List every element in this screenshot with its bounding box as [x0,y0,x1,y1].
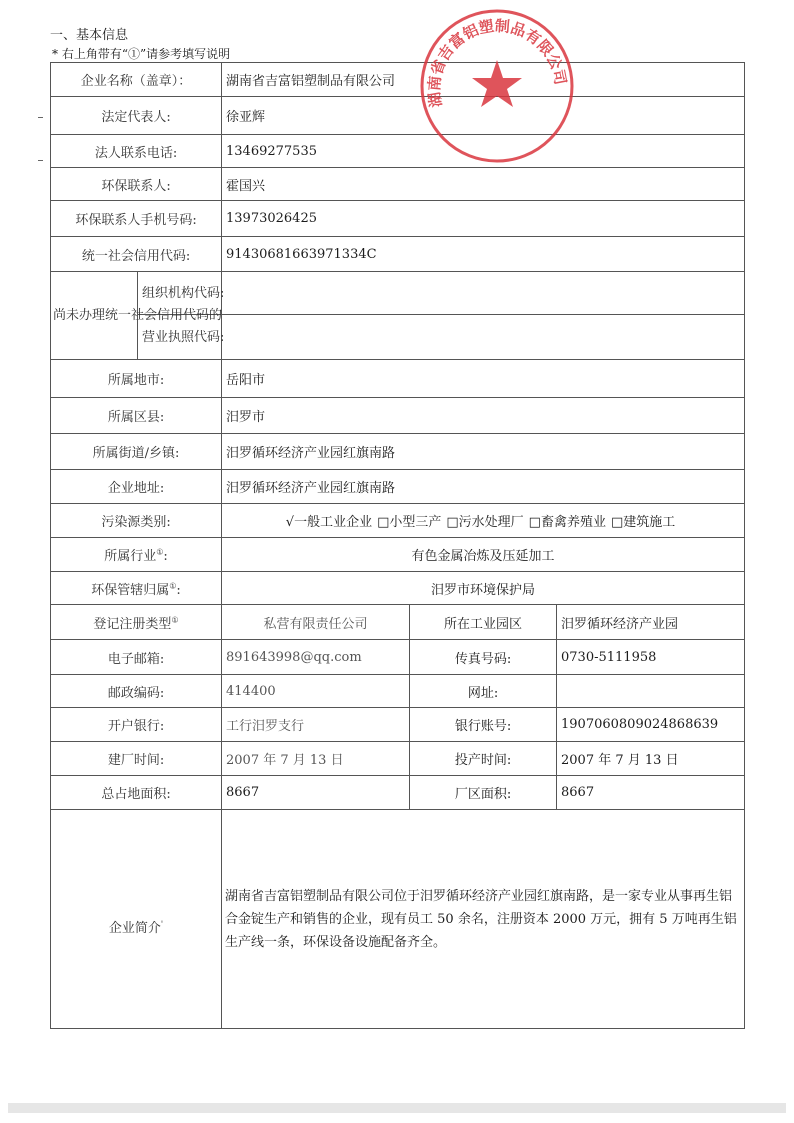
legal-rep-value[interactable]: 徐亚辉 [222,97,745,135]
env-contact-value[interactable]: 霍国兴 [222,168,745,201]
city-label: 所属地市: [51,360,222,398]
website-label: 网址: [410,675,557,708]
env-authority-label-cell: 环保管辖归属①: [51,572,222,605]
total-area-value[interactable]: 8667 [222,776,410,810]
row-bank [51,708,745,742]
build-time-value[interactable]: 2007 年 7 月 13 日 [222,742,410,776]
row-street [51,434,745,470]
reg-type-label: 登记注册类型 [93,616,172,632]
legal-phone-value[interactable]: 13469277535 [222,135,745,168]
row-area [51,776,745,810]
scan-footer-bar [8,1103,786,1113]
row-env-authority [51,572,745,605]
fax-label: 传真号码: [410,640,557,675]
address-label: 企业地址: [51,470,222,504]
footnote-mark: ① [171,615,179,625]
basic-info-form [50,62,745,1029]
industry-label: 所属行业 [104,549,157,564]
row-build-time [51,742,745,776]
row-district [51,398,745,434]
plant-area-label: 厂区面积: [410,776,557,810]
org-code-value[interactable] [222,272,745,315]
row-intro [51,810,745,1029]
row-env-contact [51,168,745,201]
pollution-option-construction[interactable]: □建筑施工 [610,515,676,530]
credit-code-label: 统一社会信用代码: [51,237,222,272]
row-env-mobile [51,201,745,237]
intro-value[interactable]: 湖南省吉富铝塑制品有限公司位于汨罗循环经济产业园红旗南路，是一家专业从事再生铝合金锭生产和销售的企业，现有员工 50 余名，注册资本 2000 万元，拥有 5 万吨再生铝生产线一条，环保设备设施配备齐全。 [222,810,745,1029]
env-mobile-label: 环保联系人手机号码: [51,201,222,237]
company-name-value[interactable]: 湖南省吉富铝塑制品有限公司 [222,63,745,97]
email-label: 电子邮箱: [51,640,222,675]
account-value[interactable]: 1907060809024868639 [557,708,745,742]
row-credit-code [51,237,745,272]
section-title: 一、基本信息 [50,28,129,43]
pollution-type-label: 污染源类别: [51,504,222,538]
reg-type-label-cell [51,605,222,640]
pollution-type-options [222,504,745,538]
bank-label: 开户银行: [51,708,222,742]
row-legal-rep [51,97,745,135]
margin-mark [38,160,43,161]
fax-value[interactable]: 0730-5111958 [557,640,745,675]
pollution-option-livestock[interactable]: □畜禽养殖业 [528,515,606,530]
pollution-option-general-industry[interactable]: √一般工业企业 [285,515,373,530]
license-code-label: 营业执照代码: [138,315,222,360]
reg-type-value[interactable]: 私营有限责任公司 [222,605,410,640]
pollution-option-sewage-plant[interactable]: □污水处理厂 [446,515,524,530]
env-mobile-value[interactable]: 13973026425 [222,201,745,237]
row-reg-type [51,605,745,640]
margin-mark [38,117,43,118]
footnote-mark: ① [169,581,177,591]
env-authority-label: 环保管辖归属 [91,582,170,598]
company-name-label: 企业名称（盖章）： [51,63,222,97]
district-label: 所属区县: [51,398,222,434]
env-authority-value[interactable]: 汨罗市环境保护局 [222,572,745,605]
pollution-option-small-tertiary[interactable]: □小型三产 [377,515,442,530]
total-area-label: 总占地面积: [51,776,222,810]
row-industry [51,538,745,572]
row-legal-phone [51,135,745,168]
license-code-value[interactable] [222,315,745,360]
row-postcode [51,675,745,708]
park-value[interactable]: 汨罗循环经济产业园 [557,605,745,640]
row-org-code [51,272,745,315]
address-value[interactable]: 汨罗循环经济产业园红旗南路 [222,470,745,504]
postcode-label: 邮政编码: [51,675,222,708]
production-time-label: 投产时间: [410,742,557,776]
website-value[interactable] [557,675,745,708]
park-label: 所在工业园区 [410,605,557,640]
plant-area-value[interactable]: 8667 [557,776,745,810]
bank-value[interactable]: 工行汨罗支行 [222,708,410,742]
legal-rep-label: 法定代表人: [51,97,222,135]
industry-value[interactable]: 有色金属冶炼及压延加工 [222,538,745,572]
street-label: 所属街道/乡镇: [51,434,222,470]
industry-label-cell: 所属行业①: [51,538,222,572]
seal-text: 湖南省吉富铝塑制品有限公司 [425,16,570,109]
street-value[interactable]: 汨罗循环经济产业园红旗南路 [222,434,745,470]
org-code-label: 组织机构代码: [138,272,222,315]
row-address [51,470,745,504]
district-value[interactable]: 汨罗市 [222,398,745,434]
env-contact-label: 环保联系人: [51,168,222,201]
row-email [51,640,745,675]
row-company-name [51,63,745,97]
fill-note: * 右上角带有“①”请参考填写说明 [52,47,231,61]
intro-label: 企业简介 [108,920,161,936]
row-city [51,360,745,398]
credit-code-value[interactable]: 91430681663971334C [222,237,745,272]
footnote-mark: ① [156,547,164,557]
production-time-value[interactable]: 2007 年 7 月 13 日 [557,742,745,776]
email-value[interactable]: 891643998@qq.com [222,640,410,675]
postcode-value[interactable]: 414400 [222,675,410,708]
build-time-label: 建厂时间: [51,742,222,776]
legal-phone-label: 法人联系电话: [51,135,222,168]
no-credit-label: 尚未办理统一社会信用代码的 [51,272,138,360]
account-label: 银行账号: [410,708,557,742]
row-pollution-type [51,504,745,538]
intro-label-cell: 企业简介' [51,810,222,1029]
city-value[interactable]: 岳阳市 [222,360,745,398]
